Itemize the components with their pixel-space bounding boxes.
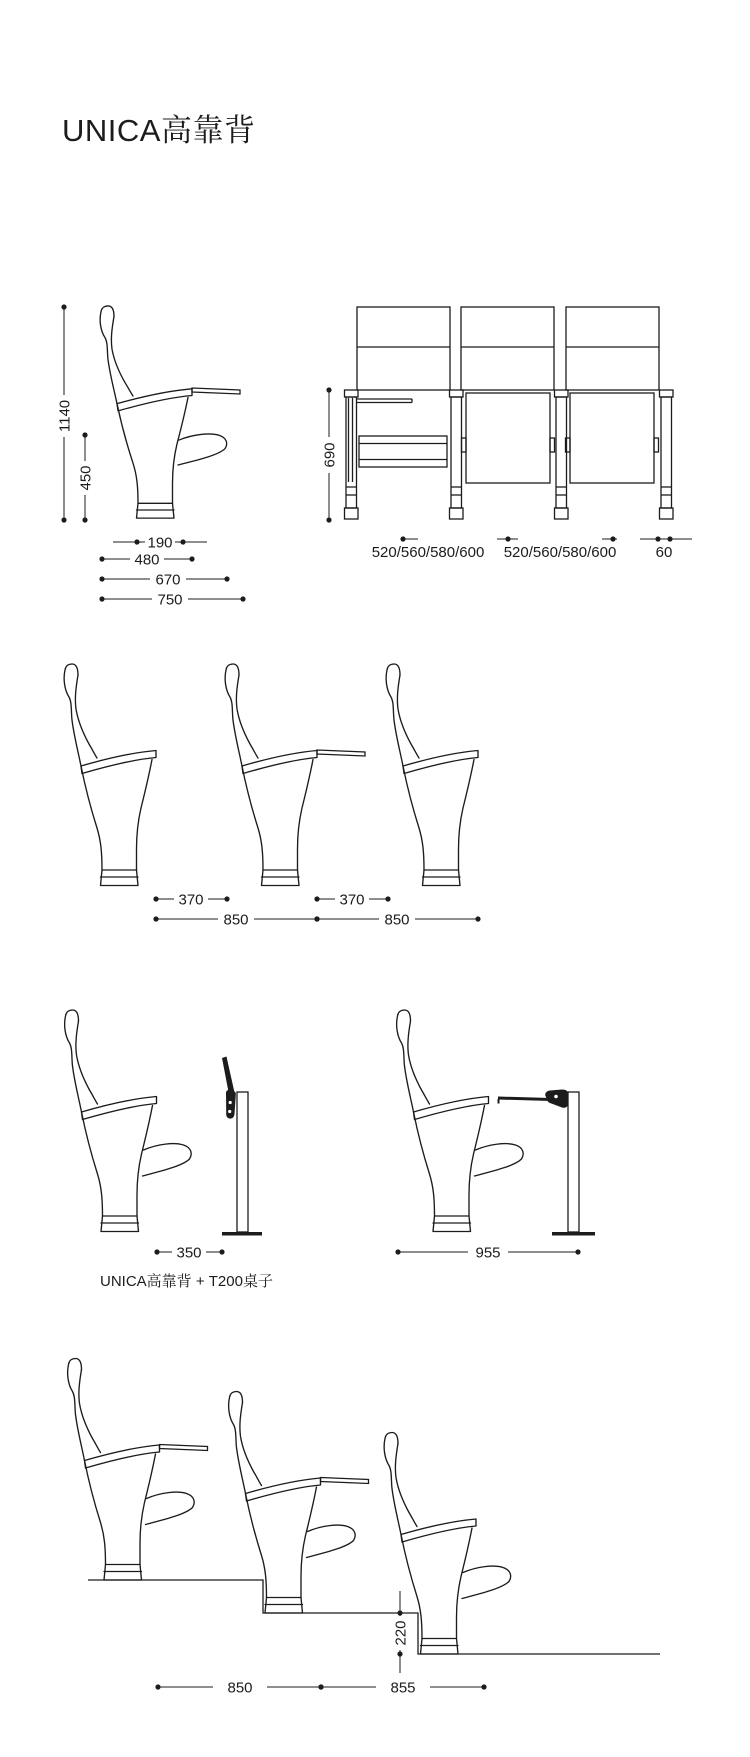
dim-label: 60 [655,544,673,561]
page-title: UNICA高靠背 [62,113,256,148]
chair-side-view [397,1010,524,1232]
t200-table-folded [222,1057,262,1236]
chair-side-view [225,664,317,886]
dim-label: 220 [392,1620,410,1646]
seat-folded-down [359,436,447,467]
tablet-deployed [160,1445,208,1451]
side-view-section [56,304,245,608]
dim-label: 350 [176,1244,202,1262]
dim-back-clearance-1 [153,891,229,908]
chair-side-view [100,306,227,518]
tablet-deployed [321,1478,369,1484]
backrest-panel [566,307,659,390]
dim-label: 370 [339,891,365,909]
chair-side-view [65,1010,192,1232]
dim-total-height [56,304,73,522]
front-view-section [321,307,692,561]
table-caption: UNICA高靠背 + T200桌子 [100,1273,273,1290]
dim-stand-width [640,536,692,561]
stand-leg [555,390,569,519]
dim-open-span [395,1244,580,1261]
dim-label: 450 [77,465,95,491]
seat-stands [345,390,674,519]
chair-side-view [68,1359,195,1581]
steps-section [68,1359,660,1697]
dim-label: 520/560/580/600 [503,544,617,561]
seat-folded-up [462,393,555,483]
row-spacing-section [64,664,480,928]
chair-side-view [64,664,156,886]
dim-stand-height [321,387,338,522]
tablet-deployed [317,750,365,756]
stand-leg [660,390,674,519]
backrest-panel [357,307,450,390]
dim-label: 520/560/580/600 [371,544,485,561]
dim-depth-mid [99,571,229,588]
stand-leg [450,390,464,519]
dim-label: 955 [475,1244,501,1262]
dim-folded-clearance [154,1244,224,1261]
dim-row-pitch-2 [314,911,480,928]
dim-back-clearance-2 [314,891,390,908]
dim-label: 850 [223,911,249,929]
dim-depth-open [99,591,245,608]
dim-label: 1140 [56,399,74,433]
dim-step-pitch-1 [155,1679,323,1696]
backrest-panel [461,307,554,390]
chair-side-view [386,664,478,886]
dim-step-pitch-2 [318,1679,486,1696]
step-floor-line [88,1580,660,1654]
dim-seat-width-2 [497,536,617,561]
stand-leg [345,390,359,519]
table-section [65,1010,595,1290]
dim-label: 670 [155,571,181,589]
dim-label: 190 [147,534,173,552]
t200-table-open [498,1090,596,1236]
dim-label: 750 [157,591,183,609]
dim-armrest-height [77,432,94,522]
dim-label: 480 [134,551,160,569]
seat-folded-up [566,393,659,483]
dim-label: 370 [178,891,204,909]
dim-label: 690 [321,442,339,468]
tablet-deployed [192,388,240,394]
seat1-tablet-and-seat [349,398,448,482]
dim-riser-height [392,1591,409,1673]
dim-label: 855 [390,1679,416,1697]
dim-seat-width-1 [372,536,485,561]
dim-row-pitch-1 [153,911,319,928]
dim-label: 850 [227,1679,253,1697]
dim-base-width [113,534,207,551]
dim-label: 850 [384,911,410,929]
dim-depth-closed [99,551,194,568]
